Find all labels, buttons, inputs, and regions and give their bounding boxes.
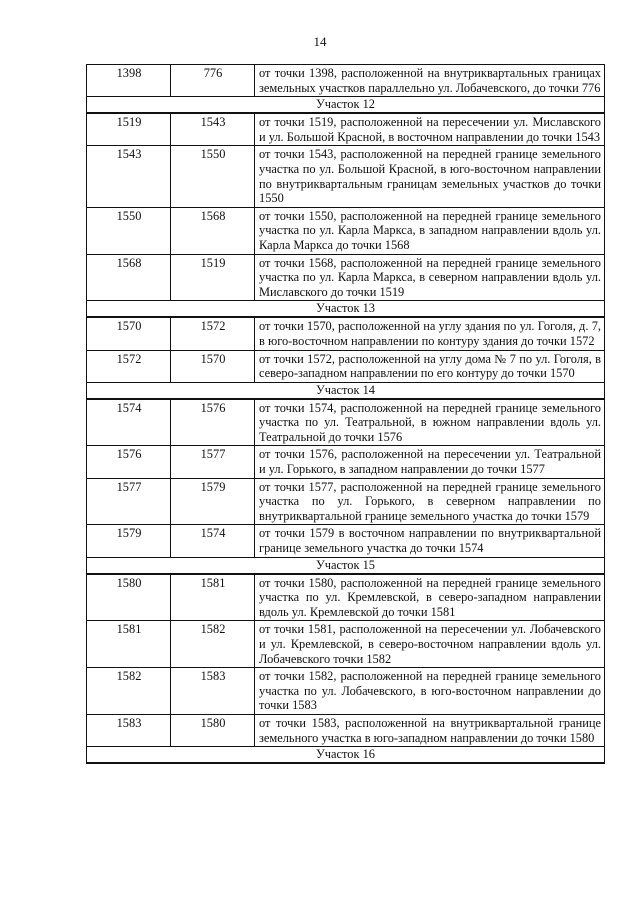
table-row bbox=[87, 113, 605, 146]
point-to-cell: 1572 bbox=[171, 317, 255, 350]
boundary-table bbox=[86, 64, 605, 764]
route-description-cell: от точки 1580, расположенной на передней границе земельного участка по ул. Кремлевской, в северо-западном направлении вдоль ул. Кремлевской до точки 1581 bbox=[255, 574, 605, 621]
point-to-cell: 1568 bbox=[171, 207, 255, 254]
section-title: Участок 13 bbox=[87, 301, 605, 318]
route-description-cell: от точки 1543, расположенной на передней границе земельного участка по ул. Большой Красной, в юго-восточном направлении по внутриквартальным границам земельных участков до точки 1550 bbox=[255, 146, 605, 207]
point-from-cell: 1543 bbox=[87, 146, 171, 207]
point-to-cell: 1581 bbox=[171, 574, 255, 621]
point-from-cell: 1519 bbox=[87, 113, 171, 146]
table-row bbox=[87, 478, 605, 525]
table-row bbox=[87, 65, 605, 97]
table-row bbox=[87, 446, 605, 478]
point-from-cell: 1581 bbox=[87, 621, 171, 668]
point-from-cell: 1550 bbox=[87, 207, 171, 254]
table-row bbox=[87, 350, 605, 382]
route-description-cell: от точки 1572, расположенной на углу дома № 7 по ул. Гоголя, в северо-западном направлении по его контуру до точки 1570 bbox=[255, 350, 605, 382]
table-row bbox=[87, 574, 605, 621]
page-number: 14 bbox=[313, 34, 327, 49]
route-description-cell: от точки 1583, расположенной на внутриквартальной границе земельного участка в юго-западном направлении до точки 1580 bbox=[255, 714, 605, 746]
table-row bbox=[87, 714, 605, 746]
point-from-cell: 1580 bbox=[87, 574, 171, 621]
section-title: Участок 16 bbox=[87, 747, 605, 764]
route-description-cell: от точки 1576, расположенной на пересечении ул. Театральной и ул. Горького, в западном направлении до точки 1577 bbox=[255, 446, 605, 478]
point-from-cell: 1583 bbox=[87, 714, 171, 746]
table-row bbox=[87, 525, 605, 557]
route-description-cell: от точки 1568, расположенной на передней границе земельного участка по ул. Карла Маркса, в северном направлении вдоль ул. Миславского до точки 1519 bbox=[255, 254, 605, 301]
table-row bbox=[87, 146, 605, 207]
point-from-cell: 1579 bbox=[87, 525, 171, 557]
route-description-cell: от точки 1519, расположенной на пересечении ул. Миславского и ул. Большой Красной, в восточном направлении до точки 1543 bbox=[255, 113, 605, 146]
point-from-cell: 1570 bbox=[87, 317, 171, 350]
point-to-cell: 776 bbox=[171, 65, 255, 97]
route-description-cell: от точки 1581, расположенной на пересечении ул. Лобачевского и ул. Кремлевской, в северо-восточном направлении вдоль ул. Лобачевского точки 1582 bbox=[255, 621, 605, 668]
table-row bbox=[87, 207, 605, 254]
point-to-cell: 1550 bbox=[171, 146, 255, 207]
table-row bbox=[87, 317, 605, 350]
point-from-cell: 1582 bbox=[87, 668, 171, 715]
point-from-cell: 1577 bbox=[87, 478, 171, 525]
point-to-cell: 1543 bbox=[171, 113, 255, 146]
point-to-cell: 1582 bbox=[171, 621, 255, 668]
point-from-cell: 1572 bbox=[87, 350, 171, 382]
section-header-row bbox=[87, 747, 605, 764]
point-to-cell: 1570 bbox=[171, 350, 255, 382]
table-row bbox=[87, 668, 605, 715]
table-row bbox=[87, 254, 605, 301]
section-title: Участок 12 bbox=[87, 97, 605, 114]
point-to-cell: 1519 bbox=[171, 254, 255, 301]
point-to-cell: 1574 bbox=[171, 525, 255, 557]
point-to-cell: 1576 bbox=[171, 399, 255, 446]
table-row bbox=[87, 621, 605, 668]
point-to-cell: 1583 bbox=[171, 668, 255, 715]
route-description-cell: от точки 1582, расположенной на передней границе земельного участка по ул. Лобачевского, в юго-восточном направлении до точки 1583 bbox=[255, 668, 605, 715]
section-header-row bbox=[87, 97, 605, 114]
point-to-cell: 1580 bbox=[171, 714, 255, 746]
table-row bbox=[87, 399, 605, 446]
section-title: Участок 15 bbox=[87, 557, 605, 574]
route-description-cell: от точки 1570, расположенной на углу здания по ул. Гоголя, д. 7, в юго-восточном направлении по контуру здания до точки 1572 bbox=[255, 317, 605, 350]
point-from-cell: 1398 bbox=[87, 65, 171, 97]
route-description-cell: от точки 1574, расположенной на передней границе земельного участка по ул. Театральной, в южном направлении вдоль ул. Театральной до точки 1576 bbox=[255, 399, 605, 446]
section-title: Участок 14 bbox=[87, 382, 605, 399]
point-from-cell: 1576 bbox=[87, 446, 171, 478]
point-from-cell: 1574 bbox=[87, 399, 171, 446]
point-to-cell: 1579 bbox=[171, 478, 255, 525]
section-header-row bbox=[87, 557, 605, 574]
point-to-cell: 1577 bbox=[171, 446, 255, 478]
route-description-cell: от точки 1550, расположенной на передней границе земельного участка по ул. Карла Маркса, в западном направлении вдоль ул. Карла Маркса до точки 1568 bbox=[255, 207, 605, 254]
section-header-row bbox=[87, 382, 605, 399]
route-description-cell: от точки 1577, расположенной на передней границе земельного участка по ул. Горького, в северном направлении по внутриквартальной границе земельного участка до точки 1579 bbox=[255, 478, 605, 525]
section-header-row bbox=[87, 301, 605, 318]
boundary-table-body bbox=[87, 65, 605, 764]
point-from-cell: 1568 bbox=[87, 254, 171, 301]
route-description-cell: от точки 1398, расположенной на внутриквартальных границах земельных участков параллельно ул. Лобачевского, до точки 776 bbox=[255, 65, 605, 97]
route-description-cell: от точки 1579 в восточном направлении по внутриквартальной границе земельного участка до точки 1574 bbox=[255, 525, 605, 557]
